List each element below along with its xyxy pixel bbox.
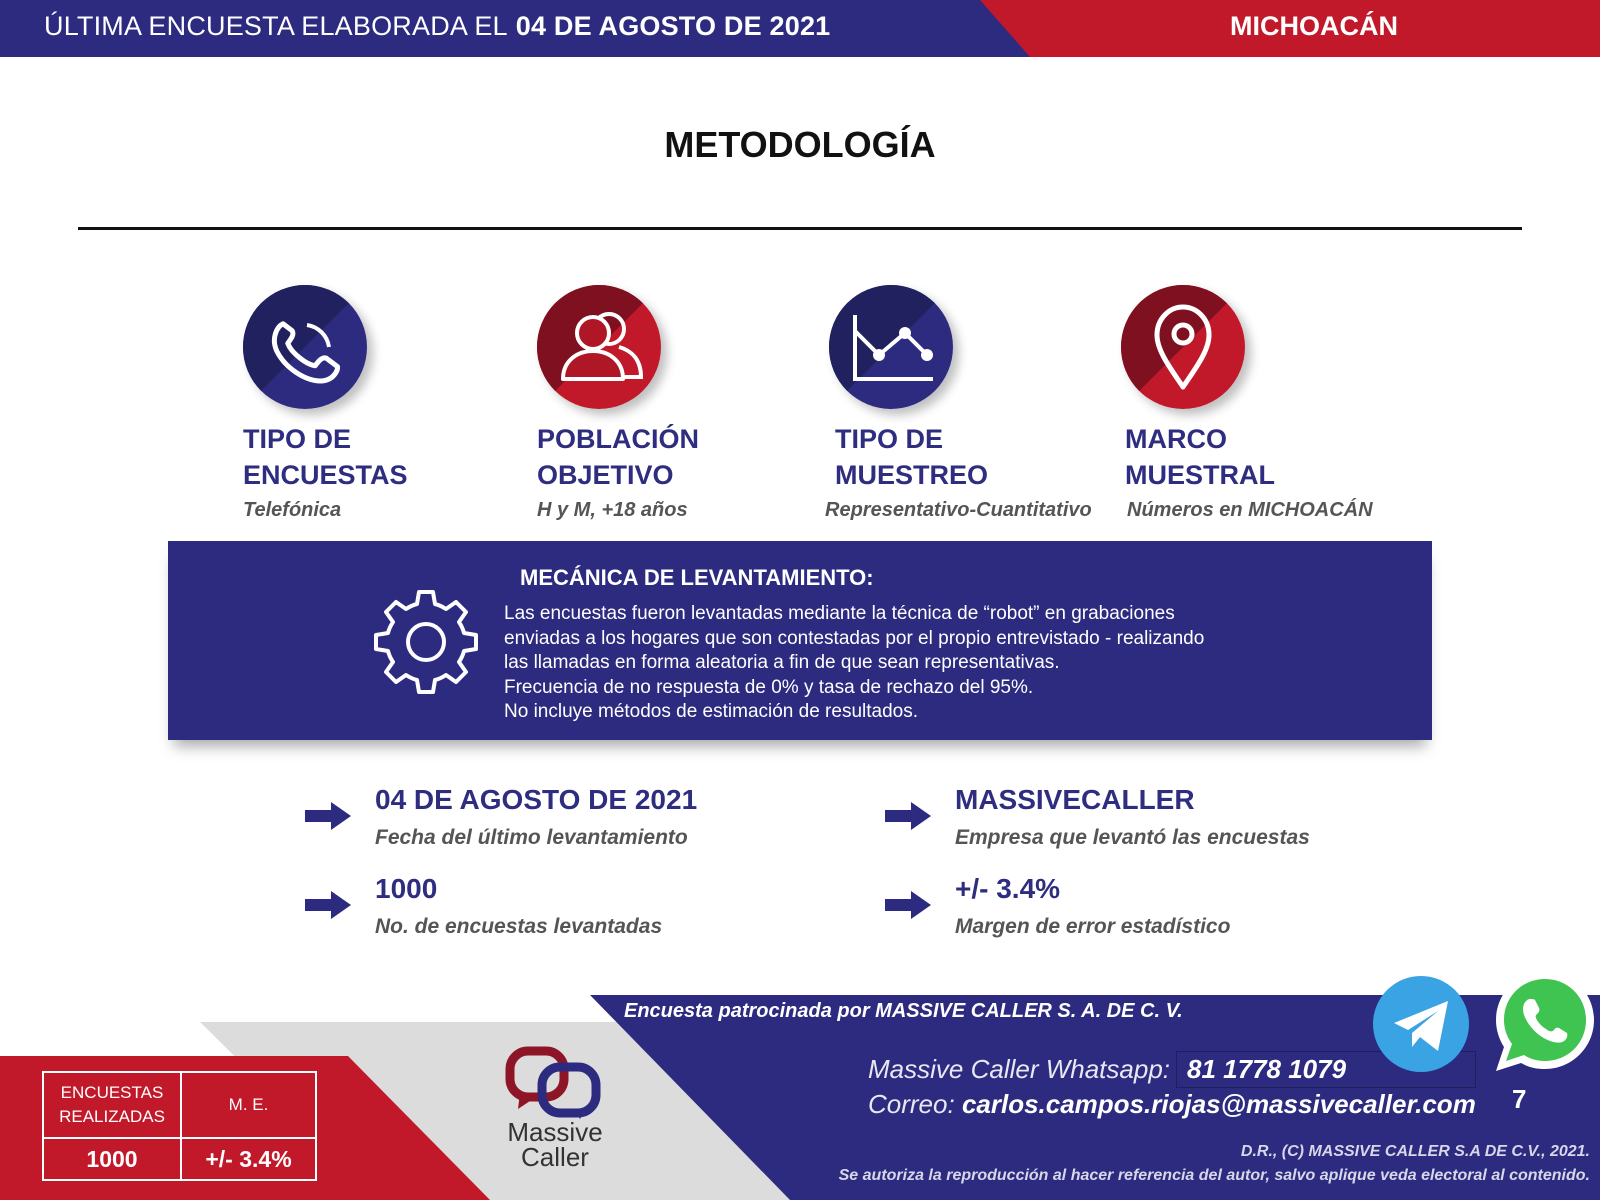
header-line-2: REALIZADAS [59, 1107, 165, 1126]
arrow-right-icon [885, 891, 931, 919]
table-header-me: M. E. [228, 1095, 269, 1114]
title-line-1: TIPO DE [243, 424, 352, 454]
method-item-subtitle: Telefónica [243, 499, 342, 521]
map-pin-icon [1121, 285, 1245, 409]
title-line-2: OBJETIVO [537, 460, 674, 490]
email-link[interactable]: carlos.campos.riojas@massivecaller.com [961, 1089, 1476, 1119]
phone-icon [243, 285, 367, 409]
page-title: METODOLOGÍA [664, 124, 936, 165]
method-item-poblacion-objetivo [537, 285, 837, 522]
stat-value: MASSIVECALLER [955, 784, 1195, 815]
copyright-line-2: Se autoriza la reproducción al hacer referencia del autor, salvo aplique veda electoral al contenido. [838, 1167, 1590, 1184]
method-item-tipo-encuestas [243, 285, 543, 522]
method-item-subtitle: H y M, +18 años [537, 499, 688, 521]
whatsapp-icon[interactable] [1490, 965, 1600, 1075]
stat-value: 04 DE AGOSTO DE 2021 [375, 784, 698, 815]
table-header-encuestas [44, 1073, 180, 1137]
header-date: 04 DE AGOSTO DE 2021 [515, 11, 831, 41]
title-line-1: TIPO DE [835, 424, 944, 454]
arrow-right-icon [305, 802, 351, 830]
header-line-1: ENCUESTAS [60, 1083, 164, 1102]
title-line-2: MUESTRAL [1125, 460, 1275, 490]
copyright-line-1: D.R., (C) MASSIVE CALLER S.A DE C.V., 2021. [1240, 1143, 1590, 1160]
title-line-2: MUESTREO [835, 460, 989, 490]
header-region: MICHOACÁN [1230, 11, 1398, 41]
method-item-title [835, 421, 1127, 493]
mecanica-box [168, 541, 1432, 740]
people-icon [537, 285, 661, 409]
method-item-subtitle: Representativo-Cuantitativo [825, 499, 1092, 521]
table-value-encuestas: 1000 [86, 1145, 138, 1172]
mecanica-line: enviadas a los hogares que son contestadas por el propio entrevistado - realizando [504, 627, 1205, 649]
title-line-1: POBLACIÓN [537, 424, 699, 454]
email-contact [868, 1089, 1476, 1120]
header-label: ÚLTIMA ENCUESTA ELABORADA EL [44, 11, 508, 41]
telegram-icon[interactable] [1372, 975, 1470, 1073]
method-item-subtitle: Números en MICHOACÁN [1127, 499, 1373, 521]
mecanica-line: Las encuestas fueron levantadas mediante la técnica de “robot” en grabaciones [504, 603, 1175, 624]
arrow-right-icon [885, 802, 931, 830]
stat-label: No. de encuestas levantadas [375, 915, 663, 938]
mecanica-line: No incluye métodos de estimación de resultados. [504, 701, 919, 722]
title-line-2: ENCUESTAS [243, 460, 408, 490]
summary-table [42, 1071, 317, 1181]
page-number: 7 [1512, 1084, 1527, 1114]
method-item-title [243, 421, 543, 493]
mecanica-text [504, 602, 1264, 725]
whatsapp-label: Massive Caller Whatsapp: [868, 1054, 1170, 1084]
stat-label: Empresa que levantó las encuestas [955, 826, 1310, 849]
stat-value: +/- 3.4% [955, 873, 1061, 904]
stat-value: 1000 [375, 873, 438, 904]
logo-word-massive: Massive [507, 1117, 603, 1147]
method-item-tipo-muestreo [827, 285, 1127, 522]
header-bar [0, 0, 1600, 57]
email-label: Correo: [868, 1089, 955, 1119]
mecanica-line: las llamadas en forma aleatoria a fin de que sean representativas. [504, 652, 1060, 673]
whatsapp-number[interactable]: 81 1778 1079 [1176, 1051, 1476, 1088]
massive-caller-logo [490, 1045, 620, 1125]
line-chart-icon [829, 285, 953, 409]
method-item-title [537, 421, 837, 493]
table-value-me: +/- 3.4% [205, 1145, 292, 1172]
mecanica-title: MECÁNICA DE LEVANTAMIENTO: [520, 565, 874, 590]
title-divider [78, 227, 1522, 230]
stat-label: Fecha del último levantamiento [375, 826, 688, 849]
arrow-right-icon [305, 891, 351, 919]
gear-icon [373, 589, 479, 695]
method-item-marco-muestral [1121, 285, 1421, 522]
header-survey-date [44, 11, 830, 42]
mecanica-line: Frecuencia de no respuesta de 0% y tasa de rechazo del 95%. [504, 676, 1034, 698]
sponsor-text: Encuesta patrocinada por MASSIVE CALLER S. A. DE C. V. [624, 1000, 1183, 1022]
title-line-1: MARCO [1125, 424, 1227, 454]
logo-word-caller: Caller [521, 1142, 589, 1172]
method-item-title [1125, 421, 1421, 493]
stat-label: Margen de error estadístico [955, 915, 1231, 938]
